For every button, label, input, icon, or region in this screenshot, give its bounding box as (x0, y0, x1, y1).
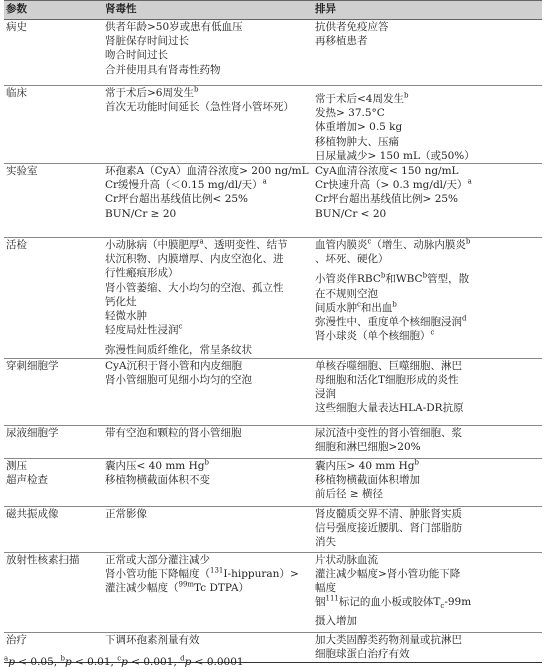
cell-line: 幅度 (315, 582, 336, 595)
cell-line: 弥漫性中、重度单个核细胞浸润$^d$ (315, 314, 467, 329)
cell-line: 囊内压> 40 mm Hg$^b$ (315, 458, 419, 472)
cell-line: 肾皮髓质交界不清、肿胀肾实质 (315, 507, 462, 520)
cell-line: 浸润 (315, 388, 336, 401)
cell-line: 常于术后>6周发生$^b$ (105, 85, 199, 99)
table-row (4, 458, 542, 506)
cell-line: Cr缓慢升高（＜0.15 mg/dl/天）$^a$ (105, 177, 267, 192)
param-cell: 测压 超声检查 (6, 459, 48, 486)
param-cell: 磁共振成像 (6, 507, 59, 520)
cell-line: 片状动脉血流 (315, 553, 378, 566)
cell-line: 信号强度接近腰肌、肾门部脂肪 (315, 521, 462, 534)
cell-line: 血管内膜炎$^c$（增生、动脉内膜炎$^b$ (315, 237, 471, 252)
nephrotoxicity-cell (103, 20, 313, 86)
rejection-cell (313, 506, 542, 552)
cell-line: 肾小管萎缩、大小均匀的空泡、孤立性 (105, 281, 284, 294)
cell-line: 日尿量减少> 150 mL（或50%） (315, 149, 475, 162)
header-param: 参数 (6, 3, 27, 15)
cell-line: 这些细胞大量表达HLA-DR抗原 (315, 402, 464, 415)
nephrotoxicity-cell (103, 552, 313, 632)
cell-line: 首次无功能时间延长（急性肾小管坏死） (105, 101, 294, 114)
comparison-table (4, 0, 542, 663)
cell-line: 肾脏保存时间过长 (105, 35, 189, 48)
cell-line: 弥漫性间质纤维化，常呈条纹状 (105, 344, 252, 357)
nephrotoxicity-cell (103, 238, 313, 359)
nephrotoxicity-cell (103, 458, 313, 506)
table-row (4, 358, 542, 425)
cell-line: Cr坪台超出基线值比例> 25% (315, 193, 459, 206)
rejection-cell (313, 238, 542, 359)
cell-line: 加大类固醇类药物剂量或抗淋巴 (315, 633, 462, 646)
cell-line: 消失 (315, 536, 336, 549)
cell-line: 间质水肿$^c$和出血$^b$ (315, 300, 397, 314)
cell-line: 铟$^{111}$标记的血小板或胶体$T_c-99m$ (315, 594, 472, 611)
cell-line: CyA血清谷浓度< 150 ng/mL (315, 165, 459, 178)
table-row (4, 164, 542, 238)
header-nephrotoxicity: 肾毒性 (105, 3, 137, 15)
nephrotoxicity-cell (103, 506, 313, 552)
cell-line: 摄入增加 (315, 614, 357, 627)
table-row (4, 86, 542, 164)
cell-line: 在不规则空泡 (315, 287, 378, 300)
cell-line: 抗供者免疫应答 (315, 21, 389, 33)
cell-line: 、坏死、硬化） (315, 253, 389, 266)
cell-line: 供者年龄>50岁或患有低血压 (105, 21, 243, 33)
param-cell: 治疗 (6, 633, 27, 646)
cell-line: 下调环孢素剂量有效 (105, 633, 200, 646)
param-cell: 活检 (6, 239, 27, 252)
cell-line: 移植物横截面体积不变 (105, 473, 210, 486)
rejection-cell (313, 86, 542, 164)
cell-line: 移植物横截面体积增加 (315, 473, 420, 486)
cell-line: 移植物肿大、压痛 (315, 135, 399, 148)
cell-line: 细胞和淋巴细胞>20% (315, 440, 421, 453)
rejection-cell (313, 358, 542, 425)
param-cell: 实验室 (6, 165, 38, 178)
cell-line: 肾小管细胞可见细小均匀的空泡 (105, 373, 252, 386)
cell-line: BUN/Cr < 20 (315, 207, 387, 220)
cell-line: 单核吞噬细胞、巨噬细胞、淋巴 (315, 359, 462, 372)
param-cell: 尿液细胞学 (6, 426, 59, 439)
cell-line: 肾小管功能下降幅度（$^{131}$I-hippuran）> (105, 566, 299, 580)
table-row (4, 425, 542, 458)
rejection-cell (313, 458, 542, 506)
cell-line: 小管炎伴RBC$^b$和WBC$^b$管型，散 (315, 271, 470, 286)
cell-line: 前后径 ≥ 横径 (315, 488, 383, 501)
cell-line: 状沉积物、内膜增厚、内皮空泡化、进 (105, 253, 284, 266)
table-row (4, 238, 542, 359)
cell-line: Cr快速升高（> 0.3 mg/dl/天）$^a$ (315, 177, 472, 192)
param-cell: 病史 (6, 21, 27, 33)
nephrotoxicity-cell (103, 425, 313, 458)
rejection-cell (313, 552, 542, 632)
cell-line: 细胞球蛋白治疗有效 (315, 647, 410, 660)
cell-line: 小动脉病（中膜肥厚$^a$、透明变性、结节 (105, 237, 288, 252)
nephrotoxicity-cell (103, 86, 313, 164)
param-cell: 临床 (6, 87, 27, 99)
header-rejection: 排异 (315, 3, 336, 15)
rejection-cell (313, 632, 542, 662)
cell-line: 灌注减少幅度（$^{99m}$Tc DTPA） (105, 580, 250, 595)
cell-line: 发热> 37.5°C (315, 107, 385, 120)
table-row (4, 506, 542, 552)
cell-line: 母细胞和活化T细胞形成的炎性 (315, 373, 459, 386)
cell-line: BUN/Cr ≥ 20 (105, 207, 177, 220)
table-row (4, 20, 542, 86)
cell-line: 正常或大部分灌注减少 (105, 553, 210, 566)
cell-line: 吻合时间过长 (105, 49, 168, 62)
param-cell: 穿刺细胞学 (6, 359, 59, 372)
cell-line: CyA沉积于肾小管和内皮细胞 (105, 359, 243, 372)
cell-line: 钙化灶 (105, 295, 137, 308)
cell-line: 常于术后<4周发生$^b$ (315, 91, 409, 105)
cell-line: 正常影像 (105, 507, 147, 520)
cell-line: 囊内压< 40 mm Hg$^b$ (105, 458, 209, 472)
nephrotoxicity-cell (103, 358, 313, 425)
rejection-cell (313, 425, 542, 458)
cell-line: 尿沉渣中变性的肾小管细胞、浆 (315, 426, 462, 439)
cell-line: 轻微水肿 (105, 310, 147, 323)
cell-line: 灌注减少幅度>肾小管功能下降 (315, 567, 461, 580)
cell-line: 行性瘢痕形成） (105, 267, 179, 280)
param-cell: 放射性核素扫描 (6, 553, 80, 566)
footnote: $^a$p < 0.05, $^b$p < 0.01, $^c$p < 0.001, $^d$p < 0.0001 (4, 654, 244, 668)
cell-line: 轻度局灶性浸润$^c$ (105, 322, 183, 337)
nephrotoxicity-cell (103, 164, 313, 238)
cell-line: 环孢素A（CyA）血清谷浓度> 200 ng/mL (105, 165, 309, 178)
cell-line: 带有空泡和颗粒的肾小管细胞 (105, 426, 242, 439)
cell-line: 肾小球炎（单个核细胞）$^c$ (315, 328, 435, 343)
table-row (4, 552, 542, 632)
cell-line: 再移植患者 (315, 35, 368, 48)
cell-line: Cr坪台超出基线值比例< 25% (105, 193, 249, 206)
table-header-row (4, 1, 542, 20)
rejection-cell (313, 20, 542, 86)
cell-line: 体重增加> 0.5 kg (315, 121, 403, 134)
rejection-cell (313, 164, 542, 238)
cell-line: 合并使用具有肾毒性药物 (105, 63, 221, 76)
